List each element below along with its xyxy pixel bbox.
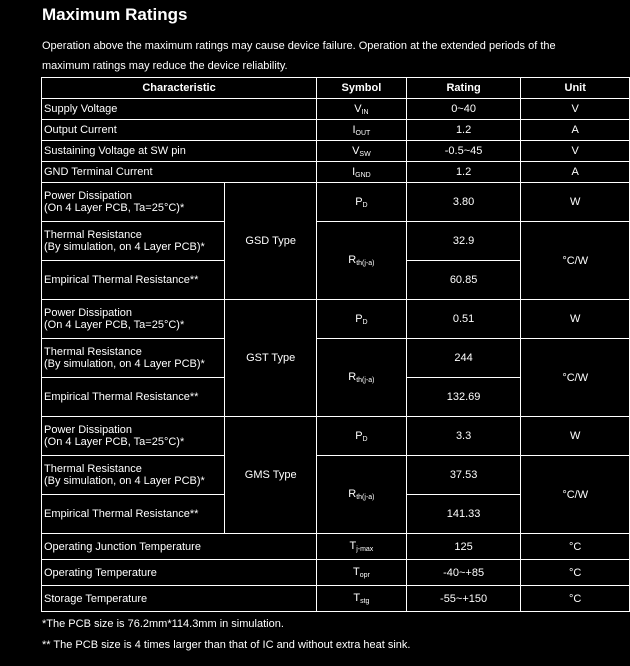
row-label: Thermal Resistance (By simulation, on 4 Layer PCB)*	[42, 339, 225, 378]
table-row	[42, 120, 630, 141]
rating-cell: -40~+85	[406, 560, 521, 586]
table-row	[42, 141, 630, 162]
symbol-cell: $R_{th(j-a)}$	[317, 456, 407, 534]
header-unit: Unit	[521, 78, 630, 99]
footnote-2: ** The PCB size is 4 times larger than that of IC and without extra heat sink.	[42, 639, 411, 651]
table-row	[42, 339, 630, 378]
unit-cell: A	[521, 120, 630, 141]
unit-cell: °C	[521, 534, 630, 560]
unit-cell: °C/W	[521, 456, 630, 534]
table-row	[42, 586, 630, 612]
row-label: Sustaining Voltage at SW pin	[42, 141, 317, 162]
rating-cell: 1.2	[406, 162, 521, 183]
table-row	[42, 417, 630, 456]
rating-cell: 3.80	[406, 183, 521, 222]
rating-cell: 0.51	[406, 300, 521, 339]
table-row	[42, 456, 630, 495]
symbol-cell: $T_{j-max}$	[317, 534, 407, 560]
row-label: Operating Temperature	[42, 560, 317, 586]
table-row	[42, 183, 630, 222]
table-row	[42, 560, 630, 586]
rating-cell: 132.69	[406, 378, 521, 417]
row-label: Empirical Thermal Resistance**	[42, 261, 225, 300]
row-label: Power Dissipation (On 4 Layer PCB, Ta=25°C)*	[42, 183, 225, 222]
unit-cell: W	[521, 417, 630, 456]
row-label: Storage Temperature	[42, 586, 317, 612]
footnote-1: *The PCB size is 76.2mm*114.3mm in simulation.	[42, 618, 284, 630]
row-label: Empirical Thermal Resistance**	[42, 495, 225, 534]
symbol-cell: $I_{OUT}$	[317, 120, 407, 141]
unit-cell: V	[521, 141, 630, 162]
symbol-cell: $I_{GND}$	[317, 162, 407, 183]
unit-cell: W	[521, 183, 630, 222]
symbol-cell: $T_{stg}$	[317, 586, 407, 612]
symbol-cell: $V_{SW}$	[317, 141, 407, 162]
rating-cell: 3.3	[406, 417, 521, 456]
header-characteristic: Characteristic	[42, 78, 317, 99]
table-row	[42, 99, 630, 120]
symbol-cell: $P_D$	[317, 183, 407, 222]
row-label: Supply Voltage	[42, 99, 317, 120]
package-type-cell: GST Type	[225, 300, 317, 417]
row-label: Power Dissipation (On 4 Layer PCB, Ta=25°C)*	[42, 417, 225, 456]
row-label: Power Dissipation (On 4 Layer PCB, Ta=25°C)*	[42, 300, 225, 339]
unit-cell: °C/W	[521, 222, 630, 300]
table-row	[42, 300, 630, 339]
intro-paragraph: Operation above the maximum ratings may cause device failure. Operation at the extended periods of the maximum ratings may reduce the device reliability.	[42, 40, 556, 72]
unit-cell: V	[521, 99, 630, 120]
page-title: Maximum Ratings	[42, 5, 188, 24]
symbol-cell: $R_{th(j-a)}$	[317, 339, 407, 417]
table-row	[42, 162, 630, 183]
rating-cell: 32.9	[406, 222, 521, 261]
row-label: Empirical Thermal Resistance**	[42, 378, 225, 417]
rating-cell: 244	[406, 339, 521, 378]
unit-cell: °C	[521, 586, 630, 612]
row-label: Output Current	[42, 120, 317, 141]
rating-cell: 1.2	[406, 120, 521, 141]
row-label: Thermal Resistance (By simulation, on 4 Layer PCB)*	[42, 456, 225, 495]
package-type-cell: GSD Type	[225, 183, 317, 300]
row-label: GND Terminal Current	[42, 162, 317, 183]
row-label: Operating Junction Temperature	[42, 534, 317, 560]
rating-cell: -55~+150	[406, 586, 521, 612]
rating-cell: 0~40	[406, 99, 521, 120]
rating-cell: 141.33	[406, 495, 521, 534]
unit-cell: °C	[521, 560, 630, 586]
table-row	[42, 534, 630, 560]
rating-cell: -0.5~45	[406, 141, 521, 162]
rating-cell: 60.85	[406, 261, 521, 300]
row-label: Thermal Resistance (By simulation, on 4 Layer PCB)*	[42, 222, 225, 261]
unit-cell: °C/W	[521, 339, 630, 417]
symbol-cell: $T_{opr}$	[317, 560, 407, 586]
unit-cell: A	[521, 162, 630, 183]
symbol-cell: $R_{th(j-a)}$	[317, 222, 407, 300]
symbol-cell: $P_D$	[317, 300, 407, 339]
symbol-cell: $V_{IN}$	[317, 99, 407, 120]
header-symbol: Symbol	[317, 78, 407, 99]
rating-cell: 125	[406, 534, 521, 560]
header-rating: Rating	[406, 78, 521, 99]
package-type-cell: GMS Type	[225, 417, 317, 534]
maximum-ratings-table	[41, 77, 630, 612]
rating-cell: 37.53	[406, 456, 521, 495]
table-row	[42, 222, 630, 261]
symbol-cell: $P_D$	[317, 417, 407, 456]
unit-cell: W	[521, 300, 630, 339]
